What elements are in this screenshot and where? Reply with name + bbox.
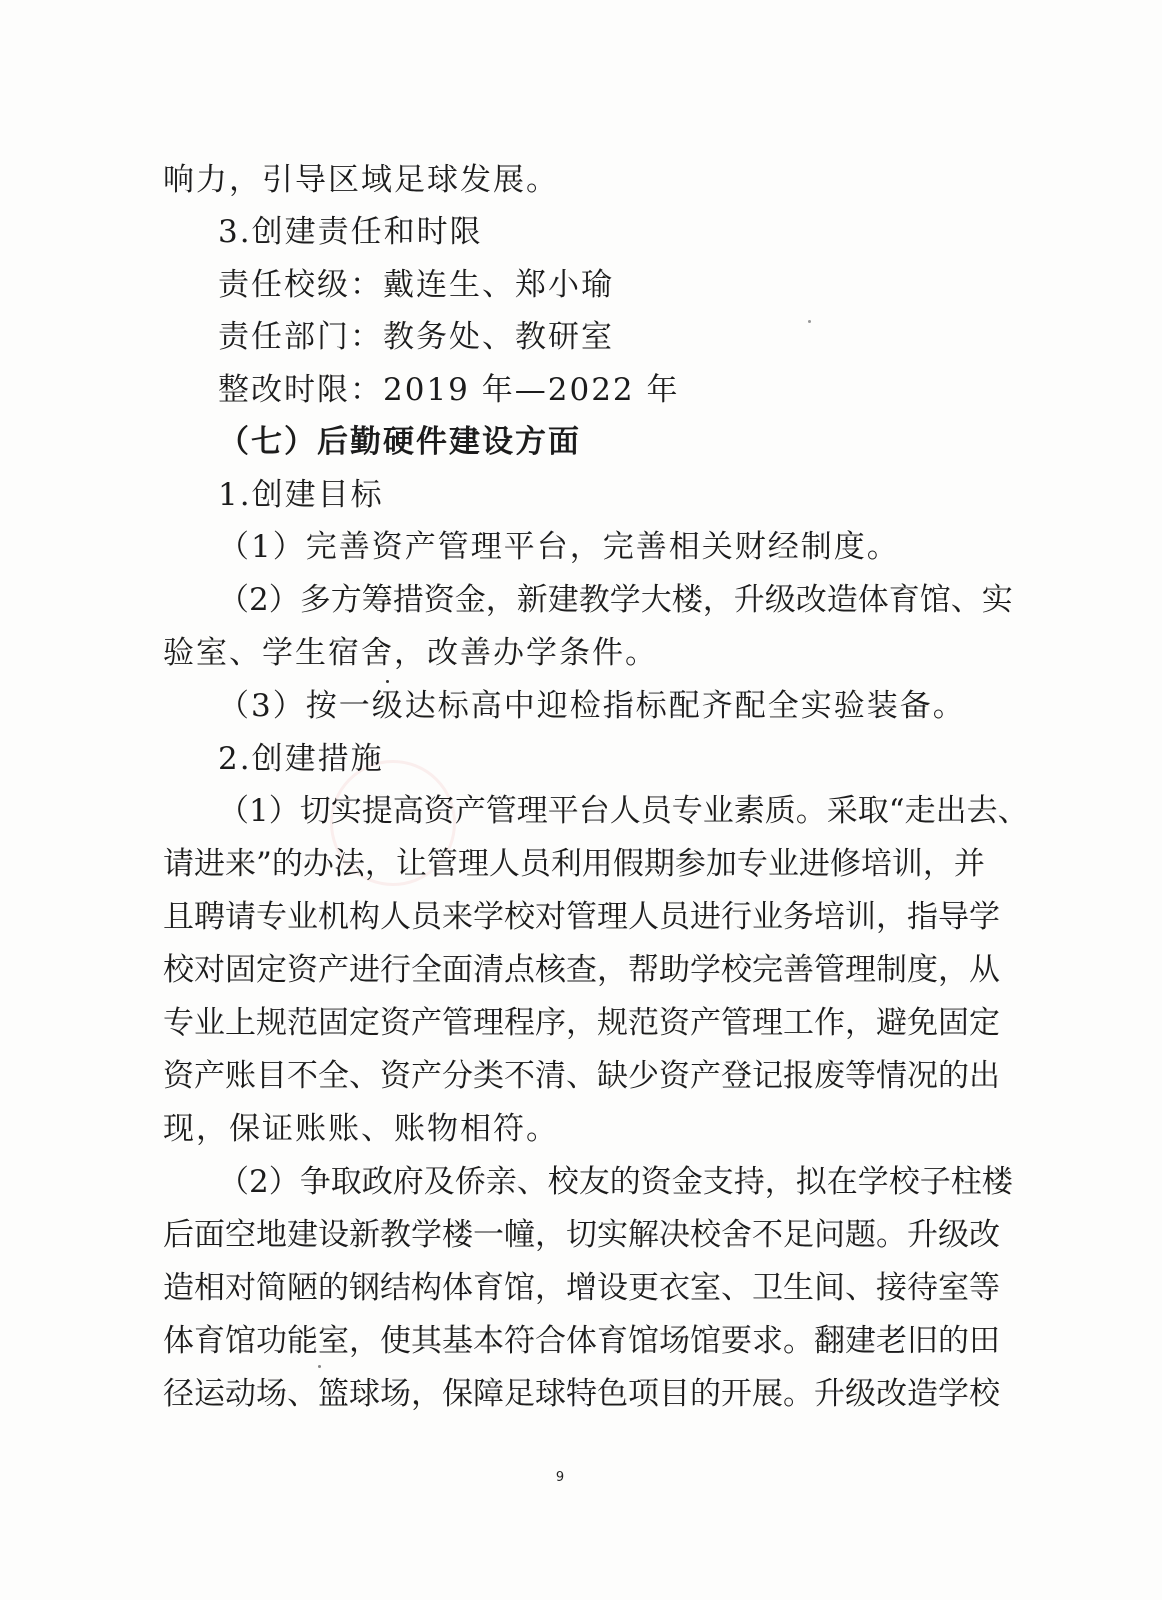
text-line: （1）完善资产管理平台，完善相关财经制度。	[218, 529, 900, 565]
text-line: （3）按一级达标高中迎检指标配齐配全实验装备。	[218, 688, 966, 724]
section-heading: 3.创建责任和时限	[218, 214, 483, 250]
scan-speck	[386, 680, 389, 683]
text-line: （ 2 ） 争 取 政 府 及 侨 亲 、 校 友 的 资 金 支 持 ， 拟 在 学 校 子 柱 楼	[218, 1164, 1013, 1200]
text-line: 现，保证账账、账物相符。	[163, 1111, 559, 1147]
scan-speck	[808, 320, 811, 323]
text-line: 且 聘 请 专 业 机 构 人 员 来 学 校 对 管 理 人 员 进 行 业 务 培 训 ， 指 导 学	[163, 899, 1000, 935]
text-line: 后 面 空 地 建 设 新 教 学 楼 一 幢 ， 切 实 解 决 校 舍 不 足 问 题 。 升 级 改	[163, 1217, 1000, 1253]
text-line: 责任部门：教务处、教研室	[218, 319, 614, 355]
text-line: 专 业 上 规 范 固 定 资 产 管 理 程 序 ， 规 范 资 产 管 理 工 作 ， 避 免 固 定	[163, 1005, 1000, 1041]
scan-speck	[318, 1365, 321, 1368]
text-line: 责任校级：戴连生、郑小瑜	[218, 267, 614, 303]
chapter-heading: （七）后勤硬件建设方面	[218, 424, 581, 460]
text-line: 响力，引导区域足球发展。	[163, 162, 559, 198]
text-line: 资 产 账 目 不 全 、 资 产 分 类 不 清 、 缺 少 资 产 登 记 报 废 等 情 况 的 出	[163, 1058, 1000, 1094]
section-heading: 1.创建目标	[218, 477, 384, 513]
text-line: 整改时限：2019 年—2022 年	[218, 372, 680, 408]
text-line: 径 运 动 场 、 篮 球 场 ， 保 障 足 球 特 色 项 目 的 开 展 。 升 级 改 造 学 校	[163, 1376, 1000, 1412]
page-number: 9	[555, 1470, 565, 1485]
text-line: （ 1 ） 切 实 提 高 资 产 管 理 平 台 人 员 专 业 素 质 。 采 取 “ 走 出 去 、	[218, 793, 1029, 829]
text-line: （ 2 ） 多 方 筹 措 资 金 ， 新 建 教 学 大 楼 ， 升 级 改 造 体 育 馆 、 实	[218, 582, 1013, 618]
text-line: 验室、学生宿舍，改善办学条件。	[163, 635, 658, 671]
text-line: 体 育 馆 功 能 室 ， 使 其 基 本 符 合 体 育 馆 场 馆 要 求 。 翻 建 老 旧 的 田	[163, 1323, 1000, 1359]
text-line: 造 相 对 简 陋 的 钢 结 构 体 育 馆 ， 增 设 更 衣 室 、 卫 生 间 、 接 待 室 等	[163, 1270, 1000, 1306]
text-line: 校 对 固 定 资 产 进 行 全 面 清 点 核 查 ， 帮 助 学 校 完 善 管 理 制 度 ， 从	[163, 952, 1000, 988]
section-heading: 2.创建措施	[218, 741, 384, 777]
text-line: 请 进 来 ” 的 办 法 ， 让 管 理 人 员 利 用 假 期 参 加 专 业 进 修 培 训 ， 并	[163, 846, 985, 882]
